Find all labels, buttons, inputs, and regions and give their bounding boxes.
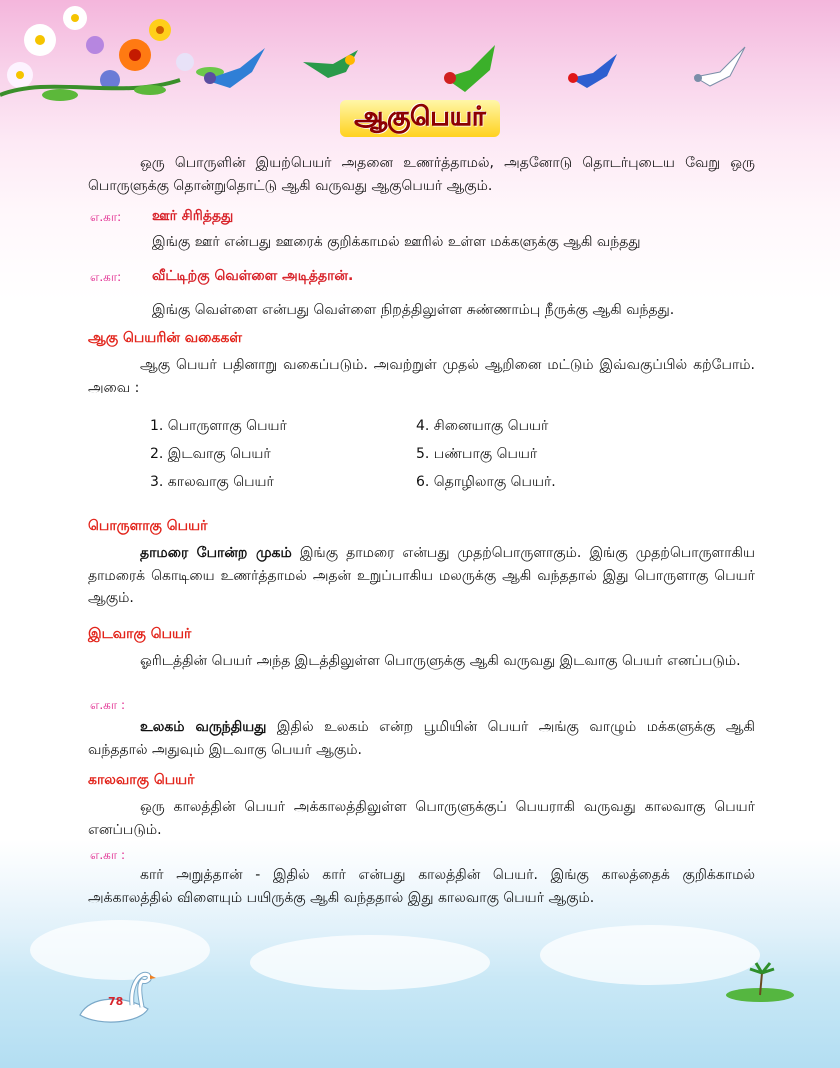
section-text: இதில் உலகம் என்ற பூமியின் பெயர் அங்கு வாழும் மக்களுக்கு ஆகி வந்ததால் அதுவும் இடவாகு பெயர் ஆகும். (88, 719, 755, 758)
list-item: 5. பண்பாகு பெயர் (416, 446, 538, 462)
bold-phrase: உலகம் வருந்தியது (140, 719, 267, 735)
page-number: 78 (108, 995, 124, 1008)
section-heading: ஆகு பெயரின் வகைகள் (88, 330, 242, 346)
example-heading: வீட்டிற்கு வெள்ளை அடித்தான். (152, 268, 354, 284)
bird-icon (200, 40, 270, 100)
bird-icon (690, 42, 750, 92)
example-paragraph: கார் அறுத்தான் - இதில் கார் என்பது காலத்தின் பெயர். இங்கு காலத்தைக் குறிக்காமல் அக்காலத்தில் விளையும் பயிருக்கு ஆகி வந்ததால் இது காலவாகு பெயர் ஆகும். (88, 867, 755, 906)
example-paragraph (88, 716, 755, 761)
example-label: எ.கா: (90, 270, 122, 284)
example-heading: ஊர் சிரித்தது (152, 208, 234, 224)
list-item: 6. தொழிலாகு பெயர். (416, 474, 556, 490)
bird-icon (298, 42, 368, 92)
section-heading: இடவாகு பெயர் (88, 626, 192, 642)
section-paragraph (88, 542, 755, 610)
types-paragraph: ஆகு பெயர் பதினாறு வகைப்படும். அவற்றுள் முதல் ஆறினை மட்டும் இவ்வகுப்பில் கற்போம். அவை : (88, 357, 755, 396)
cloud-decoration (250, 935, 490, 990)
list-item: 2. இடவாகு பெயர் (150, 446, 271, 462)
section-paragraph: ஓரிடத்தின் பெயர் அந்த இடத்திலுள்ள பொருளுக்கு ஆகி வருவது இடவாகு பெயர் எனப்படும். (140, 653, 741, 669)
list-item: 3. காலவாகு பெயர் (150, 474, 274, 490)
example-label: எ.கா : (90, 848, 125, 862)
example-label: எ.கா : (90, 698, 125, 712)
island-icon (720, 955, 800, 1005)
bold-phrase: தாமரை போன்ற முகம் (140, 545, 292, 561)
page-title-wrap (0, 100, 840, 137)
bird-icon (440, 40, 510, 100)
example-label: எ.கா: (90, 210, 122, 224)
flower-icon (0, 6, 224, 101)
example-text: இங்கு ஊர் என்பது ஊரைக் குறிக்காமல் ஊரில் உள்ள மக்களுக்கு ஆகி வந்தது (152, 234, 641, 250)
section-heading: பொருளாகு பெயர் (88, 518, 208, 534)
intro-paragraph: ஒரு பொருளின் இயற்பெயர் அதனை உணர்த்தாமல், அதனோடு தொடர்புடைய வேறு ஒரு பொருளுக்கு தொன்றுதொட்டு ஆகி வருவது ஆகுபெயர் ஆகும். (88, 155, 755, 194)
list-item: 1. பொருளாகு பெயர் (150, 418, 287, 434)
page-title: ஆகுபெயர் (340, 100, 499, 137)
section-paragraph: ஒரு காலத்தின் பெயர் அக்காலத்திலுள்ள பொருளுக்குப் பெயராகி வருவது காலவாகு பெயர் எனப்படும். (88, 799, 755, 838)
section-text: இங்கு தாமரை என்பது முதற்பொருளாகும். இங்கு முதற்பொருளாகிய தாமரைக் கொடியை உணர்த்தாமல் அதன் உறுப்பாகிய மலருக்கு ஆகி வந்ததால் இது பொருளாகு பெயர் ஆகும். (88, 545, 755, 606)
list-item: 4. சினையாகு பெயர் (416, 418, 549, 434)
bird-icon (565, 48, 625, 93)
example-text: இங்கு வெள்ளை என்பது வெள்ளை நிறத்திலுள்ள சுண்ணாம்பு நீருக்கு ஆகி வந்தது. (152, 302, 675, 318)
section-heading: காலவாகு பெயர் (88, 772, 195, 788)
